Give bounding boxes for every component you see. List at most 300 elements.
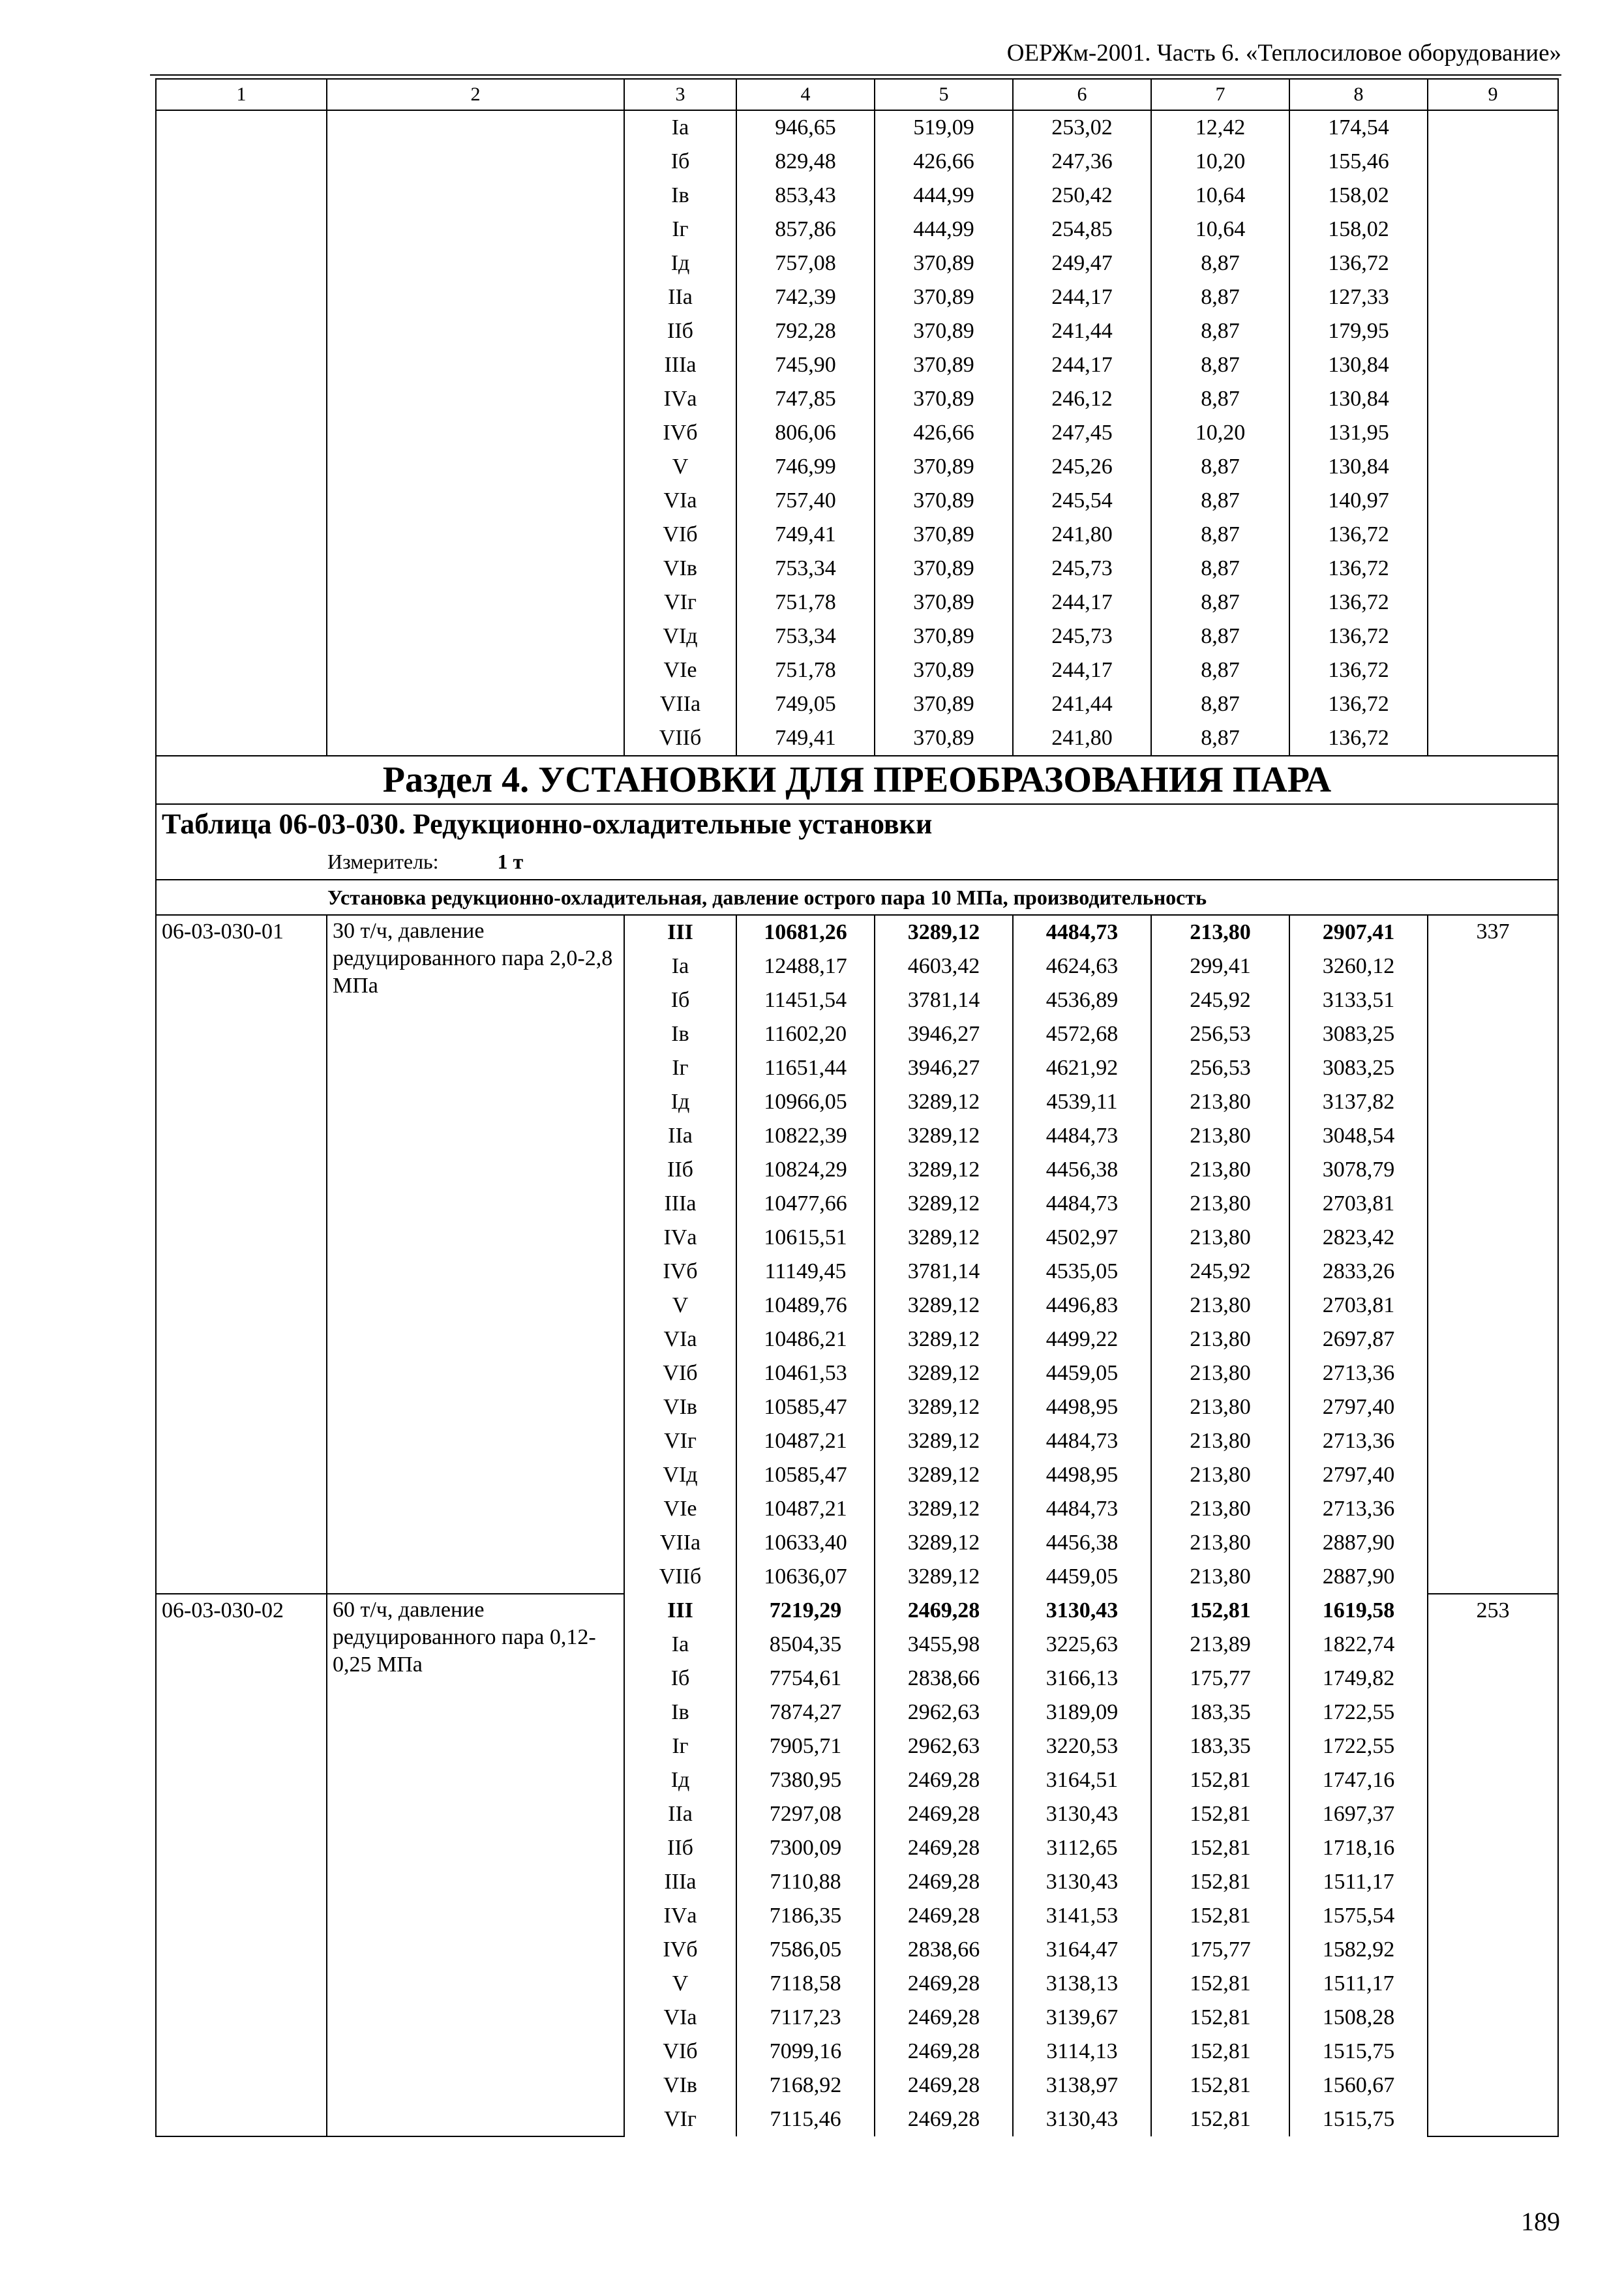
zone-cell: Iг: [624, 1051, 736, 1085]
value-cell-c6: 3166,13: [1013, 1662, 1151, 1696]
value-cell-c5: 2962,63: [875, 1696, 1013, 1729]
value-cell-c7: 213,80: [1151, 1356, 1289, 1390]
value-cell-c6: 4456,38: [1013, 1526, 1151, 1560]
zone-cell: VIг: [624, 1424, 736, 1458]
value-cell-c4: 757,08: [736, 247, 875, 280]
value-cell-c4: 11451,54: [736, 983, 875, 1017]
value-cell-c7: 183,35: [1151, 1696, 1289, 1729]
value-cell-c6: 3114,13: [1013, 2035, 1151, 2069]
value-cell-c5: 3455,98: [875, 1628, 1013, 1662]
value-cell-c4: 10633,40: [736, 1526, 875, 1560]
value-cell-c6: 3112,65: [1013, 1831, 1151, 1865]
value-cell-c7: 152,81: [1151, 2069, 1289, 2102]
value-cell-c7: 213,80: [1151, 1458, 1289, 1492]
value-cell-c7: 8,87: [1151, 247, 1289, 280]
zone-cell: VIв: [624, 1390, 736, 1424]
value-cell-c6: 4498,95: [1013, 1458, 1151, 1492]
value-cell-c6: 4456,38: [1013, 1153, 1151, 1187]
value-cell-c6: 3130,43: [1013, 1797, 1151, 1831]
zone-cell: IIIа: [624, 1865, 736, 1899]
value-cell-c8: 2797,40: [1289, 1458, 1428, 1492]
resource-cell: 253: [1428, 1594, 1558, 2136]
zone-cell: Iд: [624, 1085, 736, 1119]
value-cell-c5: 2469,28: [875, 2035, 1013, 2069]
value-cell-c5: 370,89: [875, 653, 1013, 687]
value-cell-c6: 245,26: [1013, 450, 1151, 484]
value-cell-c4: 753,34: [736, 620, 875, 653]
column-number: 1: [156, 79, 327, 110]
value-cell-c7: 213,80: [1151, 1323, 1289, 1356]
value-cell-c5: 2469,28: [875, 2069, 1013, 2102]
value-cell-c8: 1582,92: [1289, 1933, 1428, 1967]
value-cell-c7: 213,80: [1151, 1492, 1289, 1526]
value-cell-c5: 3289,12: [875, 1187, 1013, 1221]
value-cell-c6: 3189,09: [1013, 1696, 1151, 1729]
value-cell-c7: 8,87: [1151, 687, 1289, 721]
zone-cell: Iд: [624, 1763, 736, 1797]
value-cell-c4: 829,48: [736, 145, 875, 179]
value-cell-c6: 241,44: [1013, 687, 1151, 721]
value-cell-c4: 7117,23: [736, 2001, 875, 2035]
value-cell-c4: 10585,47: [736, 1390, 875, 1424]
value-cell-c4: 7754,61: [736, 1662, 875, 1696]
value-cell-c7: 213,89: [1151, 1628, 1289, 1662]
value-cell-c8: 140,97: [1289, 484, 1428, 518]
zone-cell: VIг: [624, 2102, 736, 2136]
value-cell-c4: 10487,21: [736, 1424, 875, 1458]
zone-cell: IVа: [624, 1899, 736, 1933]
column-number: 5: [875, 79, 1013, 110]
value-cell-c4: 747,85: [736, 382, 875, 416]
value-cell-c5: 3289,12: [875, 1356, 1013, 1390]
value-cell-c5: 3289,12: [875, 1085, 1013, 1119]
value-cell-c5: 3289,12: [875, 1221, 1013, 1255]
column-number: 3: [624, 79, 736, 110]
table-row: [156, 1594, 1558, 1628]
page-number: 189: [1521, 2207, 1560, 2236]
value-cell-c7: 12,42: [1151, 110, 1289, 145]
value-cell-c7: 152,81: [1151, 1831, 1289, 1865]
column-number: 8: [1289, 79, 1428, 110]
value-cell-c7: 152,81: [1151, 1865, 1289, 1899]
value-cell-c8: 136,72: [1289, 586, 1428, 620]
value-cell-c4: 11651,44: [736, 1051, 875, 1085]
value-cell-c5: 426,66: [875, 145, 1013, 179]
value-cell-c4: 8504,35: [736, 1628, 875, 1662]
value-cell-c6: 247,36: [1013, 145, 1151, 179]
value-cell-c7: 8,87: [1151, 314, 1289, 348]
value-cell-c8: 2797,40: [1289, 1390, 1428, 1424]
value-cell-c8: 136,72: [1289, 721, 1428, 756]
zone-cell: IVа: [624, 382, 736, 416]
value-cell-c8: 3083,25: [1289, 1017, 1428, 1051]
value-cell-c8: 1619,58: [1289, 1594, 1428, 1628]
value-cell-c5: 4603,42: [875, 950, 1013, 983]
value-cell-c6: 254,85: [1013, 213, 1151, 247]
table-row: [156, 915, 1558, 950]
zone-cell: IIб: [624, 1153, 736, 1187]
value-cell-c6: 4484,73: [1013, 1187, 1151, 1221]
value-cell-c5: 2469,28: [875, 1899, 1013, 1933]
value-cell-c8: 136,72: [1289, 552, 1428, 586]
value-cell-c4: 753,34: [736, 552, 875, 586]
value-cell-c5: 370,89: [875, 382, 1013, 416]
value-cell-c5: 370,89: [875, 620, 1013, 653]
value-cell-c7: 152,81: [1151, 2102, 1289, 2136]
value-cell-c8: 136,72: [1289, 247, 1428, 280]
value-cell-c8: 1722,55: [1289, 1729, 1428, 1763]
zone-cell: VIIа: [624, 1526, 736, 1560]
zone-cell: IVб: [624, 1933, 736, 1967]
value-cell-c8: 2823,42: [1289, 1221, 1428, 1255]
value-cell-c4: 7099,16: [736, 2035, 875, 2069]
value-cell-c5: 444,99: [875, 213, 1013, 247]
value-cell-c7: 245,92: [1151, 983, 1289, 1017]
value-cell-c6: 244,17: [1013, 348, 1151, 382]
value-cell-c6: 4484,73: [1013, 1424, 1151, 1458]
value-cell-c7: 175,77: [1151, 1662, 1289, 1696]
value-cell-c6: 4621,92: [1013, 1051, 1151, 1085]
zone-cell: Iд: [624, 247, 736, 280]
value-cell-c8: 2713,36: [1289, 1424, 1428, 1458]
value-cell-c4: 742,39: [736, 280, 875, 314]
value-cell-c4: 853,43: [736, 179, 875, 213]
value-cell-c5: 3289,12: [875, 915, 1013, 950]
value-cell-c6: 247,45: [1013, 416, 1151, 450]
value-cell-c4: 7380,95: [736, 1763, 875, 1797]
value-cell-c5: 370,89: [875, 586, 1013, 620]
value-cell-c5: 2469,28: [875, 2102, 1013, 2136]
value-cell-c4: 857,86: [736, 213, 875, 247]
value-cell-c8: 2703,81: [1289, 1289, 1428, 1323]
value-cell-c8: 3083,25: [1289, 1051, 1428, 1085]
value-cell-c6: 245,73: [1013, 552, 1151, 586]
value-cell-c7: 8,87: [1151, 382, 1289, 416]
value-cell-c6: 4535,05: [1013, 1255, 1151, 1289]
subheader-text: Установка редукционно-охладительная, давление острого пара 10 МПа, производительность: [156, 880, 1558, 915]
value-cell-c7: 183,35: [1151, 1729, 1289, 1763]
value-cell-c8: 1515,75: [1289, 2102, 1428, 2136]
zone-cell: Iб: [624, 983, 736, 1017]
value-cell-c6: 4572,68: [1013, 1017, 1151, 1051]
description-cell: [327, 110, 624, 756]
value-cell-c7: 299,41: [1151, 950, 1289, 983]
value-cell-c7: 213,80: [1151, 1289, 1289, 1323]
value-cell-c8: 174,54: [1289, 110, 1428, 145]
value-cell-c7: 152,81: [1151, 1899, 1289, 1933]
value-cell-c7: 213,80: [1151, 1153, 1289, 1187]
value-cell-c7: 245,92: [1151, 1255, 1289, 1289]
value-cell-c6: 4536,89: [1013, 983, 1151, 1017]
value-cell-c7: 213,80: [1151, 1085, 1289, 1119]
value-cell-c8: 1511,17: [1289, 1967, 1428, 2001]
zone-cell: VIб: [624, 1356, 736, 1390]
value-cell-c7: 175,77: [1151, 1933, 1289, 1967]
value-cell-c6: 3138,97: [1013, 2069, 1151, 2102]
value-cell-c6: 3164,47: [1013, 1933, 1151, 1967]
zone-cell: Iв: [624, 1696, 736, 1729]
value-cell-c4: 11149,45: [736, 1255, 875, 1289]
zone-cell: IIб: [624, 314, 736, 348]
column-number: 6: [1013, 79, 1151, 110]
value-cell-c5: 2469,28: [875, 1594, 1013, 1628]
section-row: [156, 756, 1558, 804]
value-cell-c5: 370,89: [875, 348, 1013, 382]
value-cell-c4: 10486,21: [736, 1323, 875, 1356]
value-cell-c8: 136,72: [1289, 653, 1428, 687]
value-cell-c5: 519,09: [875, 110, 1013, 145]
meter-value: 1 т: [497, 850, 524, 873]
value-cell-c4: 11602,20: [736, 1017, 875, 1051]
value-cell-c4: 12488,17: [736, 950, 875, 983]
column-number: 2: [327, 79, 624, 110]
zone-cell: V: [624, 1289, 736, 1323]
value-cell-c5: 444,99: [875, 179, 1013, 213]
zone-cell: VIе: [624, 653, 736, 687]
value-cell-c6: 241,80: [1013, 518, 1151, 552]
value-cell-c7: 10,64: [1151, 179, 1289, 213]
zone-cell: IVб: [624, 1255, 736, 1289]
value-cell-c5: 3289,12: [875, 1424, 1013, 1458]
value-cell-c6: 4459,05: [1013, 1560, 1151, 1594]
value-cell-c4: 7874,27: [736, 1696, 875, 1729]
value-cell-c7: 8,87: [1151, 721, 1289, 756]
value-cell-c4: 757,40: [736, 484, 875, 518]
value-cell-c6: 4459,05: [1013, 1356, 1151, 1390]
rates-table: [155, 78, 1559, 2137]
zone-cell: VIб: [624, 518, 736, 552]
value-cell-c7: 152,81: [1151, 1797, 1289, 1831]
value-cell-c7: 213,80: [1151, 1390, 1289, 1424]
value-cell-c4: 10636,07: [736, 1560, 875, 1594]
value-cell-c5: 3289,12: [875, 1390, 1013, 1424]
zone-cell: IVб: [624, 416, 736, 450]
resource-cell: 337: [1428, 915, 1558, 1594]
value-cell-c6: 4484,73: [1013, 1119, 1151, 1153]
value-cell-c7: 213,80: [1151, 915, 1289, 950]
value-cell-c5: 2469,28: [875, 1763, 1013, 1797]
table-title-row: [156, 804, 1558, 844]
value-cell-c7: 213,80: [1151, 1187, 1289, 1221]
code-cell: [156, 110, 327, 756]
value-cell-c6: 246,12: [1013, 382, 1151, 416]
value-cell-c8: 1749,82: [1289, 1662, 1428, 1696]
zone-cell: Iа: [624, 1628, 736, 1662]
column-number: 9: [1428, 79, 1558, 110]
column-number: 4: [736, 79, 875, 110]
description-cell: 30 т/ч, давление редуцированного пара 2,0-2,8 МПа: [327, 915, 624, 1594]
value-cell-c8: 2833,26: [1289, 1255, 1428, 1289]
value-cell-c8: 1722,55: [1289, 1696, 1428, 1729]
value-cell-c5: 370,89: [875, 314, 1013, 348]
header-rule: [150, 74, 1561, 76]
value-cell-c4: 751,78: [736, 586, 875, 620]
zone-cell: IIа: [624, 1119, 736, 1153]
value-cell-c8: 136,72: [1289, 620, 1428, 653]
value-cell-c6: 3141,53: [1013, 1899, 1151, 1933]
value-cell-c4: 10615,51: [736, 1221, 875, 1255]
value-cell-c4: 7586,05: [736, 1933, 875, 1967]
value-cell-c6: 4496,83: [1013, 1289, 1151, 1323]
value-cell-c4: 7118,58: [736, 1967, 875, 2001]
zone-cell: Iб: [624, 145, 736, 179]
value-cell-c6: 244,17: [1013, 586, 1151, 620]
value-cell-c8: 3137,82: [1289, 1085, 1428, 1119]
meter-row: [156, 844, 1558, 880]
value-cell-c4: 10585,47: [736, 1458, 875, 1492]
value-cell-c8: 155,46: [1289, 145, 1428, 179]
value-cell-c8: 130,84: [1289, 348, 1428, 382]
resource-cell: [1428, 110, 1558, 756]
value-cell-c6: 3220,53: [1013, 1729, 1151, 1763]
value-cell-c4: 749,41: [736, 518, 875, 552]
table-title: Таблица 06-03-030. Редукционно-охладительные установки: [156, 804, 1558, 844]
value-cell-c6: 245,54: [1013, 484, 1151, 518]
value-cell-c8: 1560,67: [1289, 2069, 1428, 2102]
meter-cell: [156, 844, 1558, 880]
zone-cell: III: [624, 1594, 736, 1628]
value-cell-c8: 2697,87: [1289, 1323, 1428, 1356]
value-cell-c4: 7168,92: [736, 2069, 875, 2102]
value-cell-c7: 256,53: [1151, 1017, 1289, 1051]
value-cell-c6: 4539,11: [1013, 1085, 1151, 1119]
value-cell-c4: 10966,05: [736, 1085, 875, 1119]
value-cell-c7: 8,87: [1151, 484, 1289, 518]
value-cell-c7: 8,87: [1151, 450, 1289, 484]
value-cell-c8: 130,84: [1289, 450, 1428, 484]
zone-cell: III: [624, 915, 736, 950]
value-cell-c5: 370,89: [875, 687, 1013, 721]
value-cell-c6: 241,44: [1013, 314, 1151, 348]
column-number: 7: [1151, 79, 1289, 110]
value-cell-c4: 10461,53: [736, 1356, 875, 1390]
value-cell-c7: 8,87: [1151, 518, 1289, 552]
value-cell-c4: 7110,88: [736, 1865, 875, 1899]
zone-cell: Iг: [624, 213, 736, 247]
value-cell-c5: 2469,28: [875, 1967, 1013, 2001]
value-cell-c5: 370,89: [875, 721, 1013, 756]
value-cell-c5: 2838,66: [875, 1662, 1013, 1696]
table-row: [156, 110, 1558, 145]
value-cell-c6: 250,42: [1013, 179, 1151, 213]
zone-cell: VIIб: [624, 1560, 736, 1594]
value-cell-c6: 4624,63: [1013, 950, 1151, 983]
zone-cell: IIа: [624, 280, 736, 314]
value-cell-c6: 3164,51: [1013, 1763, 1151, 1797]
value-cell-c7: 8,87: [1151, 653, 1289, 687]
value-cell-c5: 3946,27: [875, 1051, 1013, 1085]
value-cell-c5: 370,89: [875, 518, 1013, 552]
value-cell-c6: 245,73: [1013, 620, 1151, 653]
zone-cell: IIб: [624, 1831, 736, 1865]
zone-cell: VIа: [624, 1323, 736, 1356]
zone-cell: V: [624, 450, 736, 484]
value-cell-c7: 152,81: [1151, 1967, 1289, 2001]
value-cell-c8: 158,02: [1289, 213, 1428, 247]
value-cell-c8: 1508,28: [1289, 2001, 1428, 2035]
value-cell-c7: 152,81: [1151, 2001, 1289, 2035]
value-cell-c8: 131,95: [1289, 416, 1428, 450]
value-cell-c7: 152,81: [1151, 1594, 1289, 1628]
zone-cell: VIд: [624, 620, 736, 653]
value-cell-c8: 2887,90: [1289, 1560, 1428, 1594]
value-cell-c8: 130,84: [1289, 382, 1428, 416]
value-cell-c4: 7905,71: [736, 1729, 875, 1763]
value-cell-c6: 244,17: [1013, 280, 1151, 314]
value-cell-c5: 3289,12: [875, 1492, 1013, 1526]
value-cell-c8: 1575,54: [1289, 1899, 1428, 1933]
value-cell-c8: 2713,36: [1289, 1356, 1428, 1390]
value-cell-c7: 152,81: [1151, 2035, 1289, 2069]
value-cell-c7: 213,80: [1151, 1526, 1289, 1560]
value-cell-c5: 2469,28: [875, 2001, 1013, 2035]
value-cell-c7: 8,87: [1151, 552, 1289, 586]
value-cell-c8: 3048,54: [1289, 1119, 1428, 1153]
value-cell-c7: 8,87: [1151, 280, 1289, 314]
zone-cell: VIг: [624, 586, 736, 620]
column-number-row: [156, 79, 1558, 110]
value-cell-c5: 3289,12: [875, 1323, 1013, 1356]
value-cell-c7: 8,87: [1151, 586, 1289, 620]
value-cell-c7: 10,64: [1151, 213, 1289, 247]
value-cell-c6: 4484,73: [1013, 915, 1151, 950]
value-cell-c6: 253,02: [1013, 110, 1151, 145]
value-cell-c5: 3289,12: [875, 1526, 1013, 1560]
value-cell-c7: 152,81: [1151, 1763, 1289, 1797]
value-cell-c8: 3133,51: [1289, 983, 1428, 1017]
value-cell-c8: 3260,12: [1289, 950, 1428, 983]
value-cell-c8: 1822,74: [1289, 1628, 1428, 1662]
value-cell-c5: 3289,12: [875, 1289, 1013, 1323]
value-cell-c8: 127,33: [1289, 280, 1428, 314]
value-cell-c8: 2887,90: [1289, 1526, 1428, 1560]
value-cell-c8: 1511,17: [1289, 1865, 1428, 1899]
value-cell-c8: 158,02: [1289, 179, 1428, 213]
value-cell-c4: 10477,66: [736, 1187, 875, 1221]
value-cell-c4: 792,28: [736, 314, 875, 348]
value-cell-c6: 3138,13: [1013, 1967, 1151, 2001]
value-cell-c8: 1747,16: [1289, 1763, 1428, 1797]
zone-cell: Iв: [624, 179, 736, 213]
value-cell-c4: 10824,29: [736, 1153, 875, 1187]
value-cell-c5: 2469,28: [875, 1797, 1013, 1831]
value-cell-c4: 7115,46: [736, 2102, 875, 2136]
value-cell-c8: 2703,81: [1289, 1187, 1428, 1221]
value-cell-c6: 4498,95: [1013, 1390, 1151, 1424]
value-cell-c4: 751,78: [736, 653, 875, 687]
zone-cell: Iа: [624, 110, 736, 145]
code-cell: 06-03-030-01: [156, 915, 327, 1594]
value-cell-c8: 136,72: [1289, 687, 1428, 721]
zone-cell: VIе: [624, 1492, 736, 1526]
value-cell-c4: 10681,26: [736, 915, 875, 950]
value-cell-c8: 136,72: [1289, 518, 1428, 552]
zone-cell: VIв: [624, 2069, 736, 2102]
zone-cell: VIа: [624, 484, 736, 518]
section-title: Раздел 4. УСТАНОВКИ ДЛЯ ПРЕОБРАЗОВАНИЯ ПАРА: [156, 756, 1558, 804]
value-cell-c4: 7186,35: [736, 1899, 875, 1933]
subheader-row: [156, 880, 1558, 915]
value-cell-c4: 806,06: [736, 416, 875, 450]
value-cell-c8: 2907,41: [1289, 915, 1428, 950]
zone-cell: V: [624, 1967, 736, 2001]
value-cell-c4: 10489,76: [736, 1289, 875, 1323]
value-cell-c7: 8,87: [1151, 620, 1289, 653]
value-cell-c5: 426,66: [875, 416, 1013, 450]
value-cell-c8: 1697,37: [1289, 1797, 1428, 1831]
value-cell-c5: 3781,14: [875, 1255, 1013, 1289]
value-cell-c5: 3289,12: [875, 1119, 1013, 1153]
